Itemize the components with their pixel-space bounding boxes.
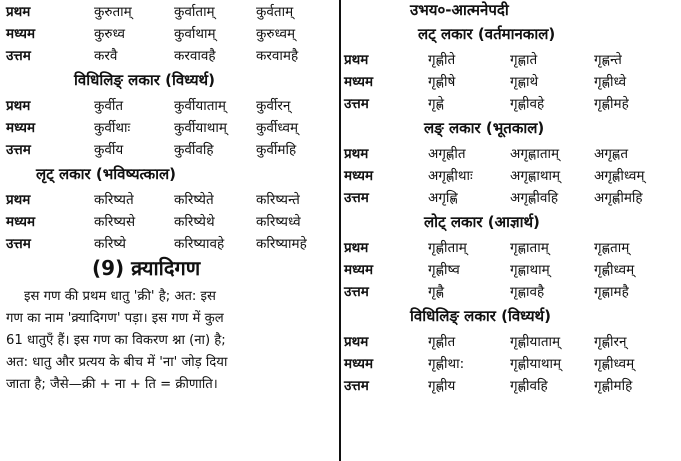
section-heading xyxy=(344,302,678,330)
form-dual: गृह्णीयाताम् xyxy=(510,334,561,350)
form-dual: अगृह्णाताम् xyxy=(510,146,560,162)
form-singular: गृह्णे xyxy=(428,96,445,112)
description-paragraph xyxy=(6,286,334,396)
form-plural: करवामहै xyxy=(256,48,299,64)
form-plural: कुर्वताम् xyxy=(256,4,294,20)
heading-text: लोट् लकार (आज्ञार्थ) xyxy=(424,213,540,231)
form-singular: करिष्ये xyxy=(94,236,127,252)
form-dual: अगृह्णीवहि xyxy=(510,190,558,206)
person-label: मध्यम xyxy=(6,26,36,42)
form-singular: अगृह्णि xyxy=(428,190,458,206)
person-label: उत्तम xyxy=(6,142,31,158)
table-row xyxy=(344,236,678,258)
form-singular: गृह्णीय xyxy=(428,378,456,394)
table-row xyxy=(344,48,678,70)
table-row xyxy=(344,352,678,374)
form-singular: कुर्वीत xyxy=(94,98,124,114)
table-row xyxy=(344,70,678,92)
form-singular: करिष्यते xyxy=(94,192,134,208)
table-row xyxy=(6,0,334,22)
form-dual: गृह्णाथे xyxy=(510,74,539,90)
form-dual: कुर्वीयाताम् xyxy=(174,98,226,114)
table-row xyxy=(6,138,334,160)
section-heading xyxy=(6,160,334,188)
form-plural: गृह्णामहै xyxy=(594,284,629,300)
table-row xyxy=(344,280,678,302)
form-plural: गृह्णन्ते xyxy=(594,52,622,68)
form-singular: गृह्णीत xyxy=(428,334,456,350)
table-row xyxy=(6,116,334,138)
column-divider xyxy=(339,0,341,461)
form-dual: कुर्वीवहि xyxy=(174,142,214,158)
form-dual: गृह्णाथाम् xyxy=(510,262,550,278)
person-label: मध्यम xyxy=(6,120,36,136)
form-dual: करिष्येथे xyxy=(174,214,215,230)
form-plural: करिष्यध्वे xyxy=(256,214,301,230)
person-label: प्रथम xyxy=(344,52,369,68)
form-dual: करिष्येते xyxy=(174,192,214,208)
person-label: प्रथम xyxy=(344,334,369,350)
form-plural: गृह्णीध्वम् xyxy=(594,356,635,372)
right-column xyxy=(344,0,678,396)
form-singular: गृह्णीष्व xyxy=(428,262,460,278)
paragraph-line: अत: धातु और प्रत्यय के बीच में 'ना' जोड़ दिया xyxy=(6,355,228,370)
table-row xyxy=(6,94,334,116)
heading-text: उभय०-आत्मनेपदी xyxy=(410,1,509,19)
person-label: मध्यम xyxy=(344,356,374,372)
person-label: प्रथम xyxy=(344,240,369,256)
section-heading xyxy=(6,66,334,94)
form-singular: अगृह्णीथाः xyxy=(428,168,473,184)
person-label: उत्तम xyxy=(6,236,31,252)
table-row xyxy=(6,232,334,254)
person-label: मध्यम xyxy=(344,74,374,90)
left-column xyxy=(6,0,334,396)
form-dual: गृह्णावहै xyxy=(510,284,545,300)
section-title xyxy=(6,254,334,286)
person-label: प्रथम xyxy=(6,98,31,114)
form-plural: कुर्वीमहि xyxy=(256,142,297,158)
form-plural: कुरुध्वम् xyxy=(256,26,296,42)
person-label: उत्तम xyxy=(6,48,31,64)
form-dual: गृह्णाताम् xyxy=(510,240,549,256)
form-plural: अगृह्णीध्वम् xyxy=(594,168,645,184)
person-label: मध्यम xyxy=(6,214,36,230)
table-row xyxy=(344,186,678,208)
form-singular: कुरुध्व xyxy=(94,26,126,42)
form-plural: कुर्वीध्वम् xyxy=(256,120,299,136)
form-dual: करिष्यावहे xyxy=(174,236,225,252)
person-label: उत्तम xyxy=(344,284,369,300)
form-dual: अगृह्णाथाम् xyxy=(510,168,561,184)
form-plural: करिष्यन्ते xyxy=(256,192,300,208)
section-title-text: (9) क्र्यादिगण xyxy=(92,256,201,280)
table-row xyxy=(344,164,678,186)
form-plural: गृह्णीमहि xyxy=(594,378,633,394)
form-plural: अगृह्णीमहि xyxy=(594,190,643,206)
table-row xyxy=(6,44,334,66)
form-dual: गृह्णीवहे xyxy=(510,96,545,112)
form-singular: अगृह्णीत xyxy=(428,146,466,162)
paragraph-line: 61 धातुएँ हैं। इस गण का विकरण श्ना (ना) है; xyxy=(6,333,226,348)
form-singular: गृह्णीथा: xyxy=(428,356,465,372)
table-row xyxy=(344,258,678,280)
paragraph-line: इस गण की प्रथम धातु 'क्री' है; अत: इस xyxy=(24,289,216,304)
form-singular: करिष्यसे xyxy=(94,214,136,230)
table-row xyxy=(344,374,678,396)
form-singular: करवै xyxy=(94,48,118,64)
form-singular: गृह्णीते xyxy=(428,52,456,68)
person-label: मध्यम xyxy=(344,262,374,278)
person-label: प्रथम xyxy=(6,4,31,20)
heading-text: विधिलिङ् लकार (विध्यर्थ) xyxy=(74,71,215,89)
top-heading xyxy=(344,0,678,22)
form-singular: गृह्णै xyxy=(428,284,445,300)
form-plural: कुर्वीरन् xyxy=(256,98,291,114)
table-row xyxy=(344,142,678,164)
table-row xyxy=(6,210,334,232)
left-table-lrit xyxy=(6,188,334,254)
form-plural: गृह्णीमहे xyxy=(594,96,629,112)
form-plural: गृह्णीरन् xyxy=(594,334,627,350)
form-dual: गृह्णीवहि xyxy=(510,378,548,394)
heading-text: लट् लकार (वर्तमानकाल) xyxy=(418,25,556,43)
left-table-lot-parasmai xyxy=(6,0,334,66)
form-dual: कुर्वाताम् xyxy=(174,4,215,20)
table-row xyxy=(6,188,334,210)
right-table-vidhiling xyxy=(344,330,678,396)
table-row xyxy=(344,92,678,114)
section-heading xyxy=(344,208,678,236)
table-row xyxy=(344,330,678,352)
person-label: प्रथम xyxy=(6,192,31,208)
person-label: मध्यम xyxy=(344,168,374,184)
person-label: उत्तम xyxy=(344,378,369,394)
section-heading xyxy=(344,114,678,142)
right-table-lot xyxy=(344,236,678,302)
paragraph-line: जाता है; जैसे—क्री + ना + ति = क्रीणाति। xyxy=(6,377,218,392)
form-singular: कुरुताम् xyxy=(94,4,132,20)
form-plural: गृह्णीध्वे xyxy=(594,74,627,90)
heading-text: लङ् लकार (भूतकाल) xyxy=(424,119,545,137)
paragraph-line: गण का नाम 'क्र्यादिगण' पड़ा। इस गण में कुल xyxy=(6,311,224,326)
table-row xyxy=(6,22,334,44)
form-singular: गृह्णीताम् xyxy=(428,240,467,256)
person-label: प्रथम xyxy=(344,146,369,162)
right-table-lang xyxy=(344,142,678,208)
left-table-vidhiling xyxy=(6,94,334,160)
form-plural: गृह्णीध्वम् xyxy=(594,262,635,278)
form-dual: करवावहै xyxy=(174,48,216,64)
right-table-lat xyxy=(344,48,678,114)
form-dual: कुर्वाथाम् xyxy=(174,26,216,42)
section-heading xyxy=(344,22,678,48)
form-plural: गृह्णताम् xyxy=(594,240,630,256)
person-label: उत्तम xyxy=(344,190,369,206)
form-dual: गृह्णीयाथाम् xyxy=(510,356,562,372)
form-dual: गृह्णाते xyxy=(510,52,538,68)
form-singular: कुर्वीथाः xyxy=(94,120,131,136)
form-plural: करिष्यामहे xyxy=(256,236,307,252)
form-dual: कुर्वीयाथाम् xyxy=(174,120,227,136)
form-plural: अगृह्णत xyxy=(594,146,629,162)
form-singular: कुर्वीय xyxy=(94,142,124,158)
heading-text: विधिलिङ् लकार (विध्यर्थ) xyxy=(410,307,551,325)
heading-text: लृट् लकार (भविष्यत्काल) xyxy=(36,165,177,183)
person-label: उत्तम xyxy=(344,96,369,112)
form-singular: गृह्णीषे xyxy=(428,74,456,90)
